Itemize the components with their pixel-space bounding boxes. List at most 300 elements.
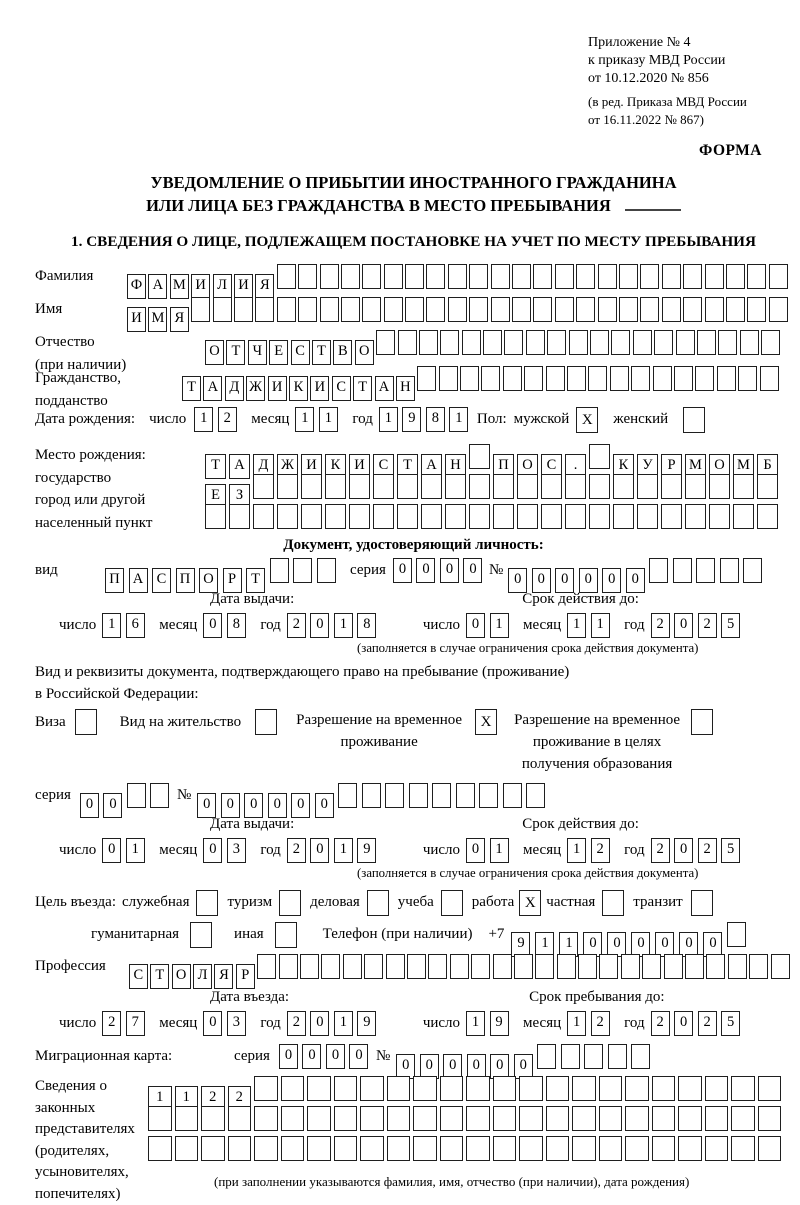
form-cell[interactable] (705, 1106, 729, 1131)
form-cell[interactable]: 0 (607, 932, 626, 957)
form-cell[interactable]: 8 (426, 407, 445, 432)
form-cell[interactable] (334, 1106, 358, 1131)
form-cell[interactable]: 0 (463, 558, 482, 583)
form-cell[interactable] (440, 330, 459, 355)
form-cell[interactable] (696, 558, 715, 583)
form-cell[interactable]: 1 (449, 407, 468, 432)
purpose-work-checkbox[interactable]: X (519, 890, 541, 916)
form-cell[interactable] (298, 297, 317, 322)
form-cell[interactable] (281, 1136, 305, 1161)
form-cell[interactable] (546, 1136, 570, 1161)
form-cell[interactable]: 0 (674, 613, 693, 638)
form-cell[interactable] (599, 1076, 623, 1101)
form-cell[interactable]: О (709, 454, 730, 479)
form-cell[interactable] (413, 1106, 437, 1131)
form-cell[interactable]: И (234, 274, 253, 299)
form-cell[interactable] (483, 330, 502, 355)
form-cell[interactable] (325, 504, 346, 529)
form-cell[interactable] (254, 1136, 278, 1161)
form-cell[interactable] (572, 1136, 596, 1161)
form-cell[interactable]: Т (182, 376, 201, 401)
form-cell[interactable] (649, 558, 668, 583)
purpose-commercial-checkbox[interactable] (367, 890, 389, 916)
form-cell[interactable]: 1 (535, 932, 554, 957)
form-cell[interactable] (728, 954, 747, 979)
form-cell[interactable] (398, 330, 417, 355)
form-cell[interactable] (598, 297, 617, 322)
form-cell[interactable]: 2 (651, 613, 670, 638)
form-cell[interactable] (718, 330, 737, 355)
form-cell[interactable] (317, 558, 336, 583)
form-cell[interactable] (405, 264, 424, 289)
form-cell[interactable] (440, 1136, 464, 1161)
form-cell[interactable] (257, 954, 276, 979)
form-cell[interactable] (726, 264, 745, 289)
form-cell[interactable]: 9 (511, 932, 530, 957)
form-cell[interactable] (228, 1106, 252, 1131)
form-cell[interactable] (738, 366, 757, 391)
form-cell[interactable] (524, 366, 543, 391)
form-cell[interactable] (270, 558, 289, 583)
form-cell[interactable] (254, 1106, 278, 1131)
form-cell[interactable]: И (191, 274, 210, 299)
form-cell[interactable] (479, 783, 498, 808)
form-cell[interactable]: 0 (393, 558, 412, 583)
form-cell[interactable]: Н (445, 454, 466, 479)
form-cell[interactable] (349, 504, 370, 529)
form-cell[interactable] (611, 330, 630, 355)
form-cell[interactable] (757, 504, 778, 529)
form-cell[interactable]: 0 (310, 838, 329, 863)
form-cell[interactable] (469, 297, 488, 322)
form-cell[interactable] (637, 504, 658, 529)
form-cell[interactable]: 8 (227, 613, 246, 638)
form-cell[interactable] (590, 330, 609, 355)
form-cell[interactable] (440, 1106, 464, 1131)
form-cell[interactable] (300, 954, 319, 979)
form-cell[interactable]: 1 (567, 1011, 586, 1036)
form-cell[interactable] (450, 954, 469, 979)
form-cell[interactable] (631, 366, 650, 391)
form-cell[interactable] (387, 1106, 411, 1131)
form-cell[interactable] (758, 1106, 782, 1131)
form-cell[interactable] (493, 504, 514, 529)
form-cell[interactable] (362, 297, 381, 322)
form-cell[interactable] (407, 954, 426, 979)
form-cell[interactable] (440, 1076, 464, 1101)
form-cell[interactable]: 0 (302, 1044, 321, 1069)
form-cell[interactable] (769, 297, 788, 322)
form-cell[interactable] (578, 954, 597, 979)
form-cell[interactable]: 1 (126, 838, 145, 863)
form-cell[interactable] (469, 444, 490, 469)
form-cell[interactable] (661, 474, 682, 499)
form-cell[interactable] (253, 504, 274, 529)
form-cell[interactable] (504, 330, 523, 355)
form-cell[interactable] (565, 504, 586, 529)
form-cell[interactable]: 7 (126, 1011, 145, 1036)
form-cell[interactable]: 0 (631, 932, 650, 957)
form-cell[interactable] (662, 297, 681, 322)
form-cell[interactable] (625, 1076, 649, 1101)
form-cell[interactable]: П (176, 568, 195, 593)
form-cell[interactable]: 2 (591, 1011, 610, 1036)
form-cell[interactable] (334, 1136, 358, 1161)
form-cell[interactable]: 0 (203, 613, 222, 638)
form-cell[interactable]: П (105, 568, 124, 593)
form-cell[interactable] (397, 474, 418, 499)
temp-residence-edu-checkbox[interactable] (691, 709, 713, 735)
form-cell[interactable] (320, 297, 339, 322)
form-cell[interactable] (387, 1076, 411, 1101)
form-cell[interactable] (758, 1076, 782, 1101)
form-cell[interactable] (253, 474, 274, 499)
form-cell[interactable] (557, 954, 576, 979)
form-cell[interactable]: А (203, 376, 222, 401)
form-cell[interactable]: 0 (315, 793, 334, 818)
form-cell[interactable] (307, 1106, 331, 1131)
form-cell[interactable] (541, 474, 562, 499)
form-cell[interactable] (481, 366, 500, 391)
form-cell[interactable] (277, 264, 296, 289)
form-cell[interactable] (493, 1136, 517, 1161)
form-cell[interactable] (705, 1076, 729, 1101)
form-cell[interactable]: 1 (379, 407, 398, 432)
form-cell[interactable] (526, 783, 545, 808)
form-cell[interactable] (255, 297, 274, 322)
form-cell[interactable] (678, 1106, 702, 1131)
form-cell[interactable]: 0 (310, 1011, 329, 1036)
form-cell[interactable]: 2 (651, 838, 670, 863)
form-cell[interactable] (387, 1136, 411, 1161)
form-cell[interactable]: 1 (148, 1086, 172, 1111)
form-cell[interactable]: Б (757, 454, 778, 479)
temp-residence-checkbox[interactable]: X (475, 709, 497, 735)
form-cell[interactable] (572, 1106, 596, 1131)
form-cell[interactable]: 0 (420, 1054, 439, 1079)
form-cell[interactable] (293, 558, 312, 583)
form-cell[interactable]: А (229, 454, 250, 479)
form-cell[interactable] (697, 330, 716, 355)
form-cell[interactable] (705, 297, 724, 322)
form-cell[interactable] (731, 1076, 755, 1101)
form-cell[interactable]: Т (226, 340, 245, 365)
form-cell[interactable] (456, 783, 475, 808)
purpose-other-checkbox[interactable] (275, 922, 297, 948)
form-cell[interactable] (277, 297, 296, 322)
form-cell[interactable] (561, 1044, 580, 1069)
form-cell[interactable] (678, 1076, 702, 1101)
form-cell[interactable]: О (355, 340, 374, 365)
purpose-private-checkbox[interactable] (602, 890, 624, 916)
form-cell[interactable] (512, 297, 531, 322)
form-cell[interactable]: 0 (291, 793, 310, 818)
form-cell[interactable]: Ж (246, 376, 265, 401)
form-cell[interactable] (213, 297, 232, 322)
form-cell[interactable] (652, 1136, 676, 1161)
form-cell[interactable] (201, 1136, 225, 1161)
form-cell[interactable] (320, 264, 339, 289)
form-cell[interactable] (466, 1136, 490, 1161)
form-cell[interactable]: 1 (559, 932, 578, 957)
form-cell[interactable] (373, 474, 394, 499)
form-cell[interactable] (720, 558, 739, 583)
form-cell[interactable] (740, 330, 759, 355)
form-cell[interactable]: 0 (279, 1044, 298, 1069)
form-cell[interactable] (254, 1076, 278, 1101)
form-cell[interactable] (413, 1076, 437, 1101)
form-cell[interactable]: 0 (490, 1054, 509, 1079)
form-cell[interactable]: Т (397, 454, 418, 479)
form-cell[interactable]: В (333, 340, 352, 365)
form-cell[interactable]: 1 (194, 407, 213, 432)
purpose-tourism-checkbox[interactable] (279, 890, 301, 916)
form-cell[interactable] (469, 474, 490, 499)
form-cell[interactable] (228, 1136, 252, 1161)
form-cell[interactable] (469, 264, 488, 289)
form-cell[interactable] (426, 264, 445, 289)
form-cell[interactable] (466, 1076, 490, 1101)
form-cell[interactable]: 0 (443, 1054, 462, 1079)
form-cell[interactable]: 9 (357, 838, 376, 863)
form-cell[interactable]: 0 (416, 558, 435, 583)
form-cell[interactable] (325, 474, 346, 499)
form-cell[interactable] (191, 297, 210, 322)
form-cell[interactable] (619, 264, 638, 289)
form-cell[interactable] (519, 1076, 543, 1101)
form-cell[interactable]: 1 (591, 613, 610, 638)
form-cell[interactable] (685, 474, 706, 499)
form-cell[interactable] (321, 954, 340, 979)
form-cell[interactable] (733, 474, 754, 499)
form-cell[interactable]: П (493, 454, 514, 479)
purpose-humanitarian-checkbox[interactable] (190, 922, 212, 948)
form-cell[interactable] (625, 1136, 649, 1161)
form-cell[interactable] (298, 264, 317, 289)
form-cell[interactable]: Е (205, 484, 226, 509)
form-cell[interactable] (685, 504, 706, 529)
form-cell[interactable] (428, 954, 447, 979)
form-cell[interactable] (685, 954, 704, 979)
form-cell[interactable] (466, 1106, 490, 1131)
form-cell[interactable] (234, 297, 253, 322)
form-cell[interactable]: 0 (555, 568, 574, 593)
form-cell[interactable] (619, 297, 638, 322)
form-cell[interactable] (445, 504, 466, 529)
form-cell[interactable]: 2 (287, 1011, 306, 1036)
form-cell[interactable]: 0 (310, 613, 329, 638)
form-cell[interactable] (589, 474, 610, 499)
form-cell[interactable] (229, 504, 250, 529)
form-cell[interactable]: 1 (319, 407, 338, 432)
form-cell[interactable]: О (172, 964, 191, 989)
form-cell[interactable]: 0 (103, 793, 122, 818)
form-cell[interactable] (503, 783, 522, 808)
form-cell[interactable] (360, 1106, 384, 1131)
form-cell[interactable]: 1 (466, 1011, 485, 1036)
form-cell[interactable]: 2 (228, 1086, 252, 1111)
form-cell[interactable]: 0 (674, 1011, 693, 1036)
form-cell[interactable] (338, 783, 357, 808)
form-cell[interactable] (503, 366, 522, 391)
form-cell[interactable]: 1 (295, 407, 314, 432)
form-cell[interactable] (613, 504, 634, 529)
form-cell[interactable]: О (199, 568, 218, 593)
form-cell[interactable]: 0 (80, 793, 99, 818)
form-cell[interactable]: 2 (201, 1086, 225, 1111)
form-cell[interactable] (705, 1136, 729, 1161)
form-cell[interactable]: Н (396, 376, 415, 401)
form-cell[interactable]: Р (661, 454, 682, 479)
form-cell[interactable]: 3 (227, 1011, 246, 1036)
form-cell[interactable] (642, 954, 661, 979)
form-cell[interactable] (709, 504, 730, 529)
form-cell[interactable]: 1 (567, 613, 586, 638)
form-cell[interactable]: 0 (532, 568, 551, 593)
form-cell[interactable] (519, 1106, 543, 1131)
form-cell[interactable] (572, 1076, 596, 1101)
form-cell[interactable] (588, 366, 607, 391)
visa-checkbox[interactable] (75, 709, 97, 735)
form-cell[interactable]: 2 (287, 613, 306, 638)
form-cell[interactable] (519, 1136, 543, 1161)
form-cell[interactable]: 0 (602, 568, 621, 593)
form-cell[interactable] (517, 474, 538, 499)
form-cell[interactable]: 2 (102, 1011, 121, 1036)
form-cell[interactable] (491, 264, 510, 289)
form-cell[interactable]: А (129, 568, 148, 593)
form-cell[interactable]: С (152, 568, 171, 593)
form-cell[interactable] (148, 1106, 172, 1131)
form-cell[interactable] (362, 783, 381, 808)
form-cell[interactable] (349, 474, 370, 499)
form-cell[interactable] (493, 1076, 517, 1101)
residence-permit-checkbox[interactable] (255, 709, 277, 735)
form-cell[interactable] (493, 474, 514, 499)
form-cell[interactable] (731, 1136, 755, 1161)
form-cell[interactable] (599, 1106, 623, 1131)
form-cell[interactable] (277, 474, 298, 499)
form-cell[interactable] (448, 264, 467, 289)
form-cell[interactable] (589, 504, 610, 529)
form-cell[interactable] (533, 297, 552, 322)
form-cell[interactable]: К (289, 376, 308, 401)
form-cell[interactable] (726, 297, 745, 322)
form-cell[interactable] (462, 330, 481, 355)
form-cell[interactable]: Л (213, 274, 232, 299)
form-cell[interactable]: И (349, 454, 370, 479)
form-cell[interactable]: С (373, 454, 394, 479)
form-cell[interactable] (405, 297, 424, 322)
form-cell[interactable]: Т (353, 376, 372, 401)
form-cell[interactable] (546, 1106, 570, 1131)
purpose-transit-checkbox[interactable] (691, 890, 713, 916)
form-cell[interactable]: С (129, 964, 148, 989)
form-cell[interactable]: З (229, 484, 250, 509)
form-cell[interactable] (334, 1076, 358, 1101)
form-cell[interactable] (769, 264, 788, 289)
form-cell[interactable]: Я (214, 964, 233, 989)
male-checkbox[interactable]: X (576, 407, 598, 433)
form-cell[interactable] (148, 1136, 172, 1161)
form-cell[interactable] (150, 783, 169, 808)
form-cell[interactable]: 0 (514, 1054, 533, 1079)
form-cell[interactable]: 2 (287, 838, 306, 863)
form-cell[interactable]: Т (246, 568, 265, 593)
form-cell[interactable]: 0 (583, 932, 602, 957)
form-cell[interactable] (631, 1044, 650, 1069)
form-cell[interactable] (733, 504, 754, 529)
form-cell[interactable]: 1 (490, 613, 509, 638)
form-cell[interactable]: 0 (508, 568, 527, 593)
form-cell[interactable]: 1 (334, 838, 353, 863)
form-cell[interactable] (555, 264, 574, 289)
form-cell[interactable] (546, 1076, 570, 1101)
form-cell[interactable] (541, 504, 562, 529)
form-cell[interactable] (637, 474, 658, 499)
form-cell[interactable]: 0 (326, 1044, 345, 1069)
form-cell[interactable] (727, 922, 746, 947)
form-cell[interactable] (469, 504, 490, 529)
female-checkbox[interactable] (683, 407, 705, 433)
form-cell[interactable] (599, 954, 618, 979)
form-cell[interactable]: 0 (467, 1054, 486, 1079)
form-cell[interactable] (653, 366, 672, 391)
form-cell[interactable]: И (301, 454, 322, 479)
form-cell[interactable] (565, 474, 586, 499)
form-cell[interactable] (749, 954, 768, 979)
form-cell[interactable] (175, 1106, 199, 1131)
form-cell[interactable] (343, 954, 362, 979)
form-cell[interactable]: 0 (674, 838, 693, 863)
form-cell[interactable]: 0 (703, 932, 722, 957)
form-cell[interactable] (432, 783, 451, 808)
form-cell[interactable]: Я (170, 307, 189, 332)
form-cell[interactable] (514, 954, 533, 979)
form-cell[interactable] (683, 264, 702, 289)
form-cell[interactable] (493, 1106, 517, 1131)
form-cell[interactable] (683, 297, 702, 322)
form-cell[interactable]: 5 (721, 838, 740, 863)
form-cell[interactable]: А (148, 274, 167, 299)
form-cell[interactable] (674, 366, 693, 391)
form-cell[interactable] (201, 1106, 225, 1131)
form-cell[interactable] (471, 954, 490, 979)
form-cell[interactable] (546, 366, 565, 391)
form-cell[interactable] (307, 1136, 331, 1161)
form-cell[interactable] (662, 264, 681, 289)
form-cell[interactable]: Ф (127, 274, 146, 299)
form-cell[interactable] (608, 1044, 627, 1069)
form-cell[interactable] (717, 366, 736, 391)
form-cell[interactable]: 6 (126, 613, 145, 638)
form-cell[interactable]: И (268, 376, 287, 401)
form-cell[interactable]: 0 (679, 932, 698, 957)
form-cell[interactable] (127, 783, 146, 808)
form-cell[interactable]: 2 (698, 613, 717, 638)
form-cell[interactable]: 0 (396, 1054, 415, 1079)
form-cell[interactable] (493, 954, 512, 979)
form-cell[interactable] (277, 504, 298, 529)
form-cell[interactable] (279, 954, 298, 979)
form-cell[interactable] (307, 1076, 331, 1101)
form-cell[interactable] (599, 1136, 623, 1161)
form-cell[interactable] (301, 474, 322, 499)
form-cell[interactable] (695, 366, 714, 391)
form-cell[interactable]: 0 (579, 568, 598, 593)
form-cell[interactable] (598, 264, 617, 289)
form-cell[interactable] (757, 474, 778, 499)
